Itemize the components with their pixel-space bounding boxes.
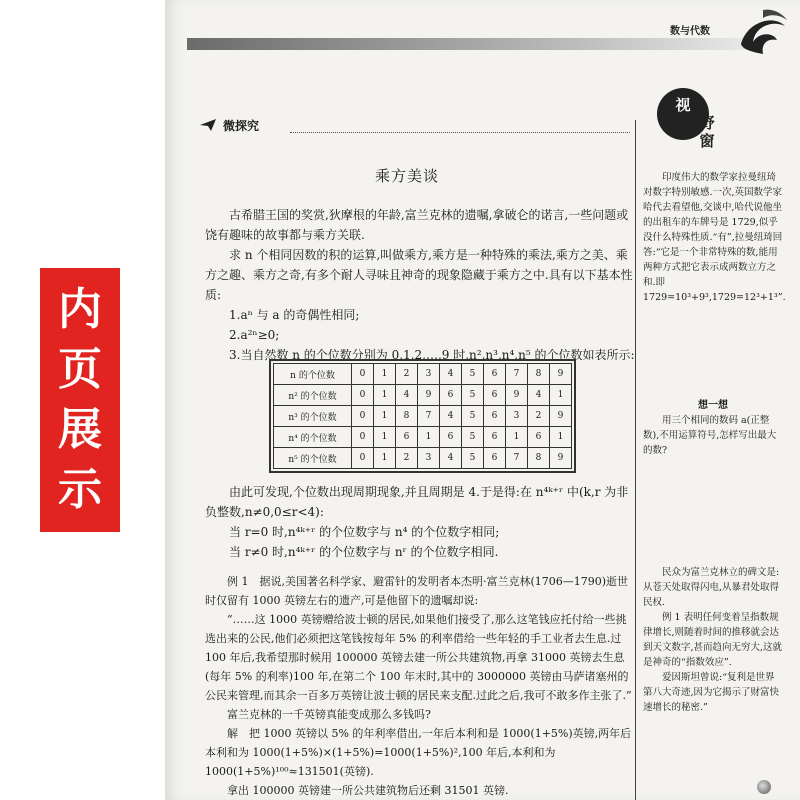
table-cell: 1 bbox=[374, 448, 396, 469]
table-cell: 6 bbox=[484, 406, 506, 427]
label-char: 展 bbox=[58, 404, 102, 455]
table-cell: 2 bbox=[396, 364, 418, 385]
plane-icon bbox=[199, 117, 217, 133]
will-quote: “……这 1000 英镑赠给波士顿的居民,如果他们接受了,那么这笔钱应托付给一些挑选出来的公民,他们必须把这笔钱按每年 5% 的利率借给一些年轻的手工业者去生息.过 100 年后,我希望那时候用 100000 英镑去建一所公共建筑物,再拿 31000 英镑去生息(每年 5% 的利率)100 年,在第二个 100 年末时,其中的 3000000 英镑由马萨诸塞州的公民来管理,而其余一百多万英镑让波士顿的居民来支配.过此之后,我可不敢多作主张了.” bbox=[205, 613, 632, 702]
label-char: 示 bbox=[58, 464, 102, 515]
column-divider bbox=[635, 120, 636, 800]
example-text bbox=[205, 572, 635, 800]
row-header: n³ 的个位数 bbox=[274, 406, 352, 427]
main-text-mid bbox=[205, 482, 635, 562]
table-cell: 3 bbox=[506, 406, 528, 427]
table-cell: 6 bbox=[484, 364, 506, 385]
table-cell: 5 bbox=[462, 364, 484, 385]
table-cell: 7 bbox=[506, 448, 528, 469]
swirl-icon bbox=[733, 4, 791, 60]
table-cell: 1 bbox=[506, 427, 528, 448]
table-cell: 9 bbox=[550, 364, 572, 385]
book-page bbox=[165, 0, 800, 800]
table-cell: 2 bbox=[396, 448, 418, 469]
sidebar-note: 例 1 表明任何变着呈指数规律增长,则随着时间的推移就会达到天文数字,甚而趋向无穷大,这就是神奇的“指数效应”. bbox=[643, 612, 783, 668]
table-cell: 9 bbox=[506, 385, 528, 406]
table-cell: 4 bbox=[440, 448, 462, 469]
table-cell: 1 bbox=[550, 385, 572, 406]
section-label: 数与代数 bbox=[670, 26, 710, 37]
paragraph: 古希腊王国的奖赏,狄摩根的年龄,富兰克林的遗嘱,拿破仑的诺言,一些问题或饶有趣味的故事都与乘方关联. bbox=[205, 208, 629, 242]
table-cell: 6 bbox=[440, 427, 462, 448]
sidebar-note: 爱因斯坦曾说:“复利是世界第八大奇迹,因为它揭示了财富快速增长的秘密.” bbox=[643, 672, 780, 713]
table-cell: 5 bbox=[462, 385, 484, 406]
sidebar-paragraph: 印度伟大的数学家拉曼纽琦对数字特别敏感.一次,英国数学家哈代去看望他,交谈中,哈代说他坐的出租车的车牌号是 1729,似乎没什么特殊性质.“有”,拉曼纽琦回答:“它是一个非常特殊的数,能用两种方式把它表示成两数立方之和.即 1729=10³+9³,1729=12³+1³”. bbox=[643, 172, 786, 303]
sidebar-story bbox=[643, 170, 786, 305]
table-cell: 0 bbox=[352, 385, 374, 406]
row-header: n⁴ 的个位数 bbox=[274, 427, 352, 448]
table-cell: 4 bbox=[528, 385, 550, 406]
page-title: 乘方美谈 bbox=[375, 167, 440, 185]
table-cell: 7 bbox=[506, 364, 528, 385]
row-header: n⁵ 的个位数 bbox=[274, 448, 352, 469]
table-cell: 4 bbox=[440, 364, 462, 385]
table-cell: 9 bbox=[550, 406, 572, 427]
table-cell: 6 bbox=[484, 448, 506, 469]
solution-cont: 拿出 100000 英镑建一所公共建筑物后还剩 31501 英镑. bbox=[227, 784, 509, 797]
header-bar bbox=[187, 38, 747, 50]
table-cell: 0 bbox=[352, 448, 374, 469]
table-cell: 8 bbox=[528, 448, 550, 469]
table-cell: 1 bbox=[418, 427, 440, 448]
table-cell: 0 bbox=[352, 364, 374, 385]
property-1: 1.aⁿ 与 a 的奇偶性相同; bbox=[229, 308, 360, 322]
row-header: n² 的个位数 bbox=[274, 385, 352, 406]
table-cell: 9 bbox=[550, 448, 572, 469]
table-cell: 2 bbox=[528, 406, 550, 427]
table-cell: 3 bbox=[418, 448, 440, 469]
table-cell: 5 bbox=[462, 448, 484, 469]
table-cell: 3 bbox=[418, 364, 440, 385]
explore-badge bbox=[199, 115, 289, 135]
table-cell: 1 bbox=[374, 427, 396, 448]
label-char: 页 bbox=[58, 344, 102, 395]
table-cell: 8 bbox=[396, 406, 418, 427]
paragraph: 求 n 个相同因数的积的运算,叫做乘方,乘方是一种特殊的乘法,乘方之美、乘方之趣、乘方之奇,有多个耐人寻味且神奇的现象隐藏于乘方之中.具有以下基本性质: bbox=[205, 248, 633, 302]
inner-page-label bbox=[40, 268, 120, 532]
vision-window-badge bbox=[655, 80, 775, 170]
table-row bbox=[274, 364, 572, 385]
table-cell: 6 bbox=[484, 385, 506, 406]
table-cell: 4 bbox=[396, 385, 418, 406]
label-char: 内 bbox=[58, 284, 102, 335]
table-cell: 6 bbox=[484, 427, 506, 448]
table-cell: 9 bbox=[418, 385, 440, 406]
example-heading: 例 1 据说,美国著名科学家、避雷针的发明者本杰明·富兰克林(1706—1790)逝世时仅留有 1000 英镑左右的遗产,可是他留下的遗嘱却说: bbox=[205, 575, 629, 607]
table-row bbox=[274, 385, 572, 406]
divider bbox=[290, 132, 630, 133]
table-cell: 1 bbox=[374, 364, 396, 385]
table-cell: 7 bbox=[418, 406, 440, 427]
table-cell: 5 bbox=[462, 406, 484, 427]
table-cell: 6 bbox=[396, 427, 418, 448]
table-cell: 6 bbox=[528, 427, 550, 448]
table-row bbox=[274, 448, 572, 469]
vision-label: 视野窗 bbox=[675, 96, 715, 150]
page-bullet-icon bbox=[757, 780, 771, 794]
table-cell: 0 bbox=[352, 406, 374, 427]
paragraph: 由此可发现,个位数出现周期现象,并且周期是 4.于是得:在 n⁴ᵏ⁺ʳ 中(k,r 为非负整数,n≠0,0≤r<4): bbox=[205, 485, 629, 519]
table-row bbox=[274, 406, 572, 427]
units-digit-table bbox=[273, 363, 572, 469]
table-cell: 0 bbox=[352, 427, 374, 448]
paragraph: 当 r≠0 时,n⁴ᵏ⁺ʳ 的个位数字与 nʳ 的个位数字相同. bbox=[229, 545, 499, 559]
think-title: 想一想 bbox=[698, 400, 728, 411]
main-text-top bbox=[205, 205, 635, 365]
explore-label: 微探究 bbox=[223, 118, 260, 133]
solution: 解 把 1000 英镑以 5% 的年利率借出,一年后本利和是 1000(1+5%)英镑,两年后本利和为 1000(1+5%)×(1+5%)=1000(1+5%)²,100 年后,本利和为 1000(1+5%)¹⁰⁰≈131501(英镑). bbox=[205, 727, 632, 778]
paragraph: 当 r=0 时,n⁴ᵏ⁺ʳ 的个位数字与 n⁴ 的个位数字相同; bbox=[229, 525, 500, 539]
table-cell: 1 bbox=[374, 406, 396, 427]
table-cell: 8 bbox=[528, 364, 550, 385]
table-cell: 6 bbox=[440, 385, 462, 406]
think-question: 用三个相同的数码 a(正整数),不用运算符号,怎样写出最大的数? bbox=[643, 415, 777, 456]
row-header: n 的个位数 bbox=[274, 364, 352, 385]
table-cell: 5 bbox=[462, 427, 484, 448]
table-row bbox=[274, 427, 572, 448]
sidebar-notes bbox=[643, 565, 783, 715]
table-cell: 1 bbox=[550, 427, 572, 448]
property-3: 3.当自然数 n 的个位数分别为 0,1,2,…,9 时,n²,n³,n⁴,n⁵ 的个位数如表所示: bbox=[229, 348, 635, 362]
table-cell: 4 bbox=[440, 406, 462, 427]
table-cell: 1 bbox=[374, 385, 396, 406]
sidebar-think bbox=[643, 398, 783, 458]
sidebar-note: 民众为富兰克林立的碑文是:从苍天处取得闪电,从暴君处取得民权. bbox=[643, 567, 780, 608]
property-2: 2.a²ⁿ≥0; bbox=[229, 328, 280, 342]
question: 富兰克林的一千英镑真能变成那么多钱吗? bbox=[227, 708, 431, 721]
